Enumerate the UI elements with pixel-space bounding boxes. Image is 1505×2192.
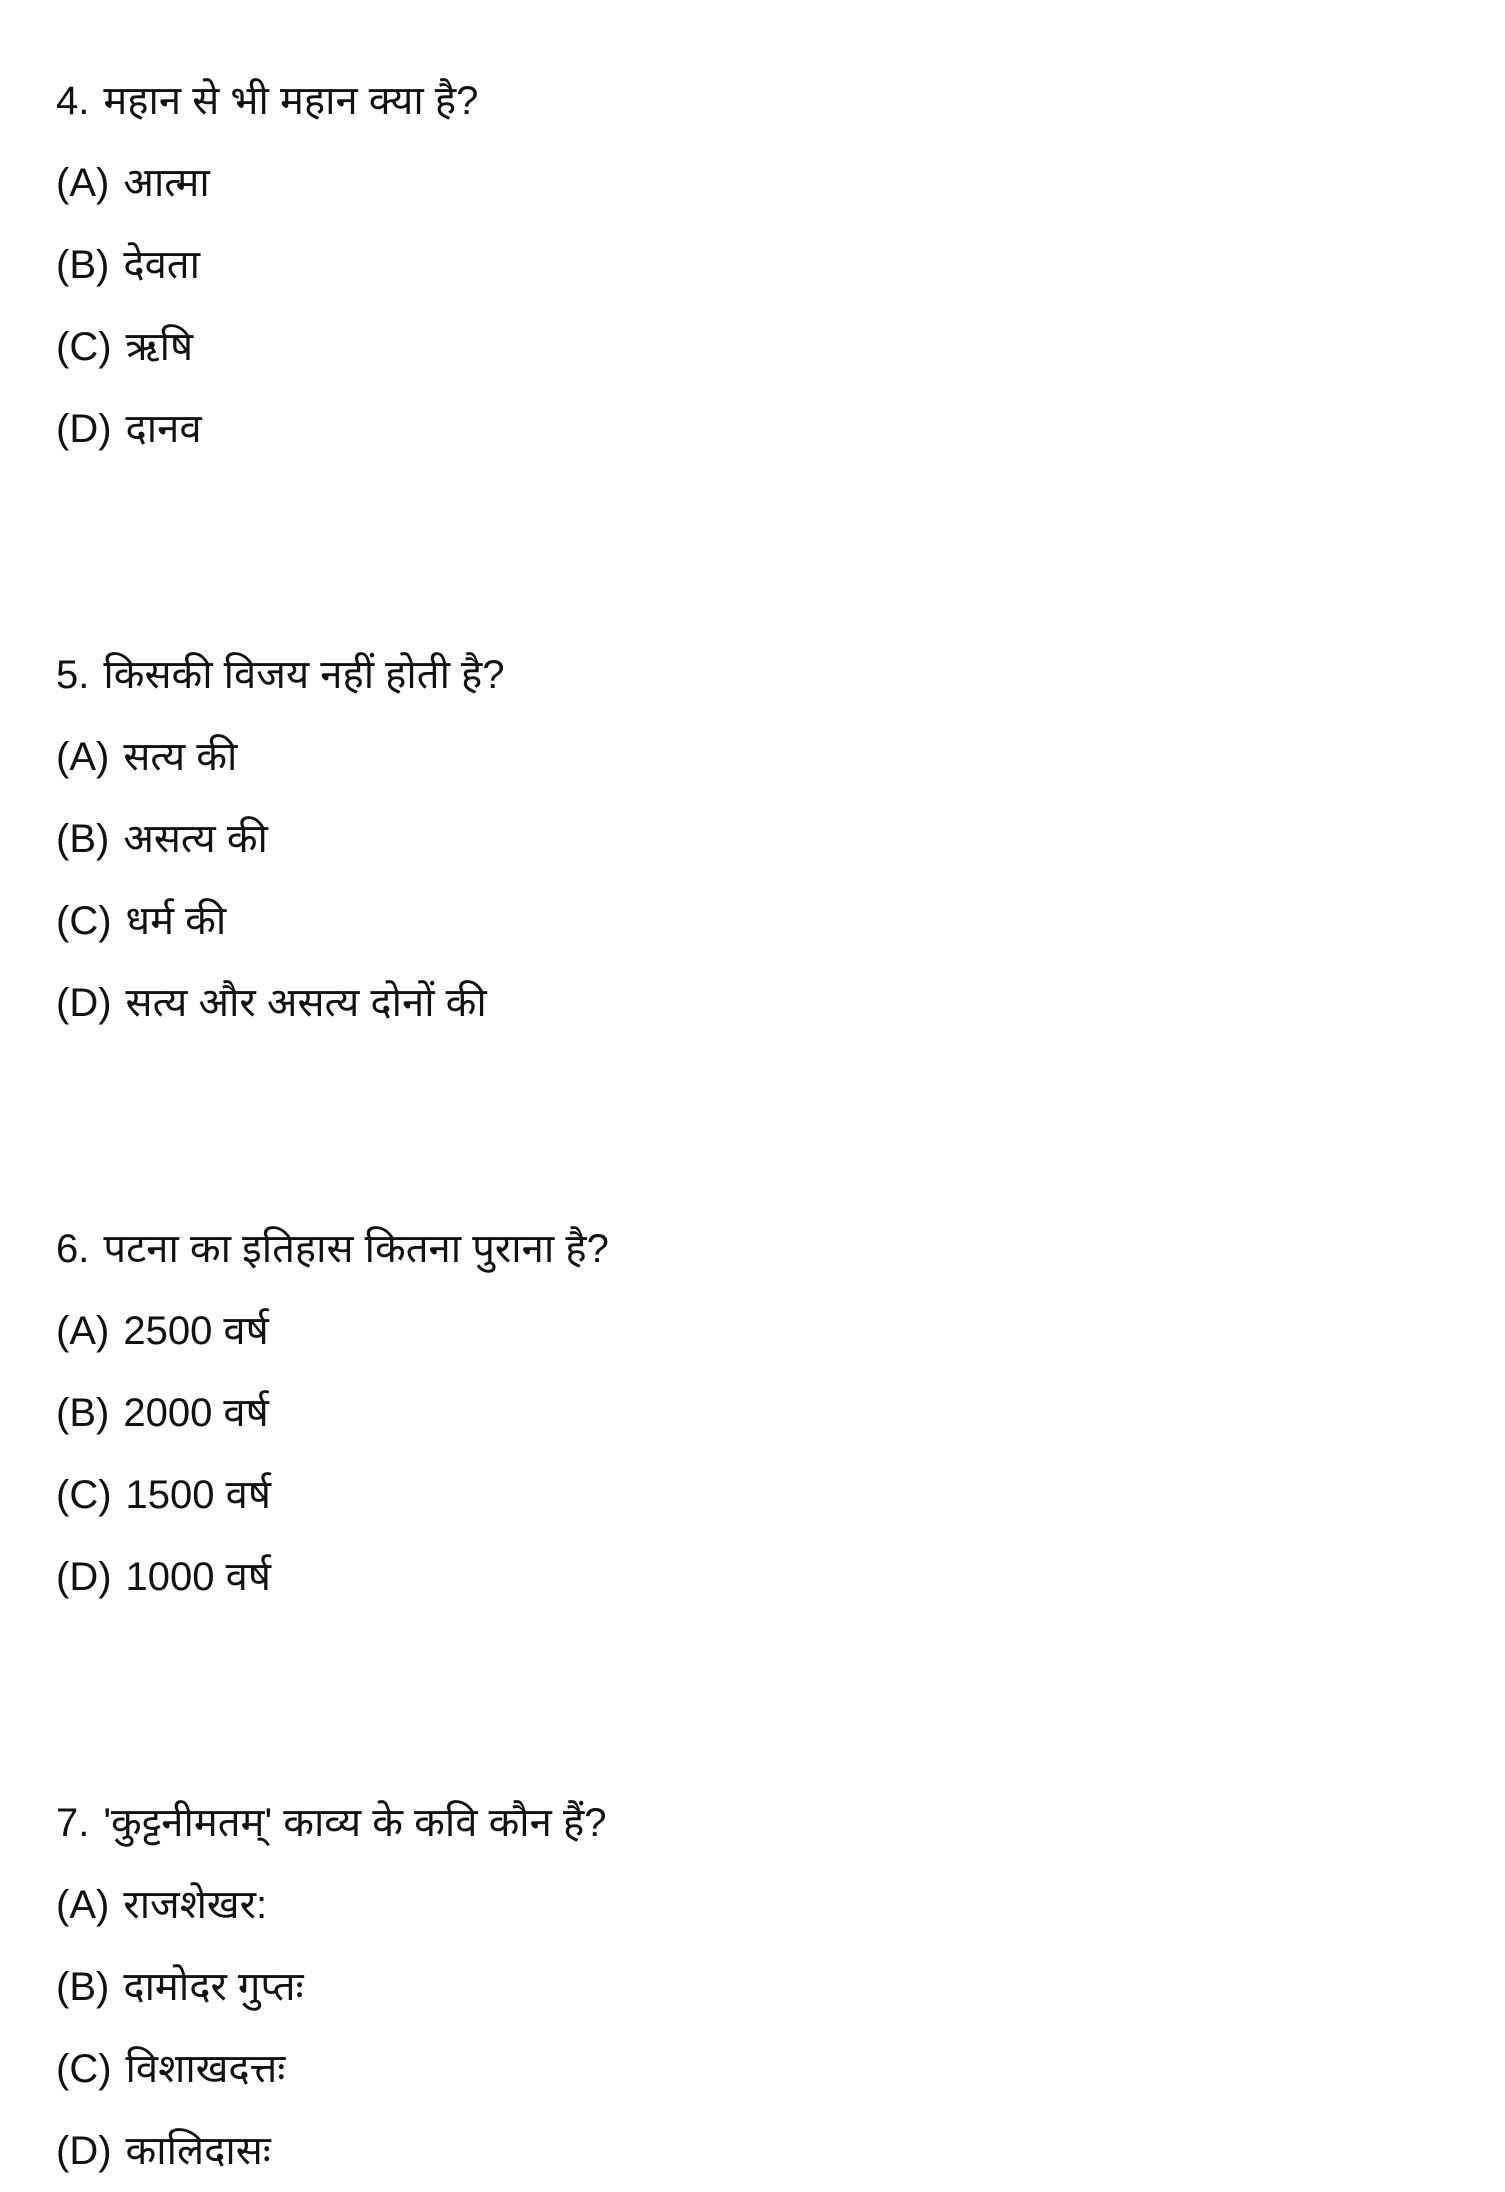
option	[56, 388, 1505, 470]
option	[56, 798, 1505, 880]
option-text: सत्य की	[123, 735, 238, 779]
option-label: (B)	[56, 243, 110, 287]
option-text: सत्य और असत्य दोनों की	[125, 981, 487, 1025]
question-label: किसकी विजय नहीं होती है?	[103, 653, 505, 697]
option-label: (A)	[56, 1883, 110, 1927]
option	[56, 880, 1505, 962]
question-number: 5.	[56, 653, 90, 697]
option-label: (B)	[56, 817, 110, 861]
option-label: (C)	[56, 899, 112, 943]
option	[56, 716, 1505, 798]
option-text: 2500 वर्ष	[123, 1309, 269, 1353]
option-label: (A)	[56, 1309, 110, 1353]
question-7	[56, 1782, 1505, 2192]
option-text: विशाखदत्तः	[125, 2047, 286, 2091]
question-label: महान से भी महान क्या है?	[103, 79, 479, 123]
option-text: असत्य की	[123, 817, 268, 861]
option-label: (D)	[56, 1555, 112, 1599]
option	[56, 142, 1505, 224]
option	[56, 1946, 1505, 2028]
question-text	[56, 634, 1505, 716]
question-number: 4.	[56, 79, 90, 123]
option-label: (A)	[56, 161, 110, 205]
question-text	[56, 1782, 1505, 1864]
option	[56, 1536, 1505, 1618]
option	[56, 306, 1505, 388]
option-text: देवता	[123, 243, 200, 287]
option	[56, 1290, 1505, 1372]
option-label: (B)	[56, 1391, 110, 1435]
question-number: 7.	[56, 1801, 90, 1845]
question-6	[56, 1208, 1505, 1618]
option-text: 1500 वर्ष	[125, 1473, 271, 1517]
option-text: ऋषि	[125, 325, 194, 369]
option-text: कालिदासः	[125, 2129, 271, 2173]
question-text	[56, 60, 1505, 142]
option-text: 2000 वर्ष	[123, 1391, 269, 1435]
option-label: (C)	[56, 1473, 112, 1517]
option-text: 1000 वर्ष	[125, 1555, 271, 1599]
option-label: (D)	[56, 407, 112, 451]
option	[56, 2110, 1505, 2192]
option-label: (C)	[56, 325, 112, 369]
option-text: राजशेखर:	[123, 1883, 268, 1927]
option	[56, 962, 1505, 1044]
option-label: (A)	[56, 735, 110, 779]
option-text: दानव	[125, 407, 202, 451]
question-label: 'कुट्टनीमतम्' काव्य के कवि कौन हैं?	[103, 1801, 607, 1845]
option	[56, 224, 1505, 306]
option	[56, 1454, 1505, 1536]
option-label: (C)	[56, 2047, 112, 2091]
option-text: दामोदर गुप्तः	[123, 1965, 304, 2009]
question-text	[56, 1208, 1505, 1290]
option-label: (D)	[56, 2129, 112, 2173]
option-label: (B)	[56, 1965, 110, 2009]
option-text: आत्मा	[123, 161, 210, 205]
option	[56, 2028, 1505, 2110]
option	[56, 1372, 1505, 1454]
option-text: धर्म की	[125, 899, 227, 943]
option-label: (D)	[56, 981, 112, 1025]
question-label: पटना का इतिहास कितना पुराना है?	[103, 1227, 609, 1271]
question-4	[56, 60, 1505, 470]
question-5	[56, 634, 1505, 1044]
question-number: 6.	[56, 1227, 90, 1271]
option	[56, 1864, 1505, 1946]
